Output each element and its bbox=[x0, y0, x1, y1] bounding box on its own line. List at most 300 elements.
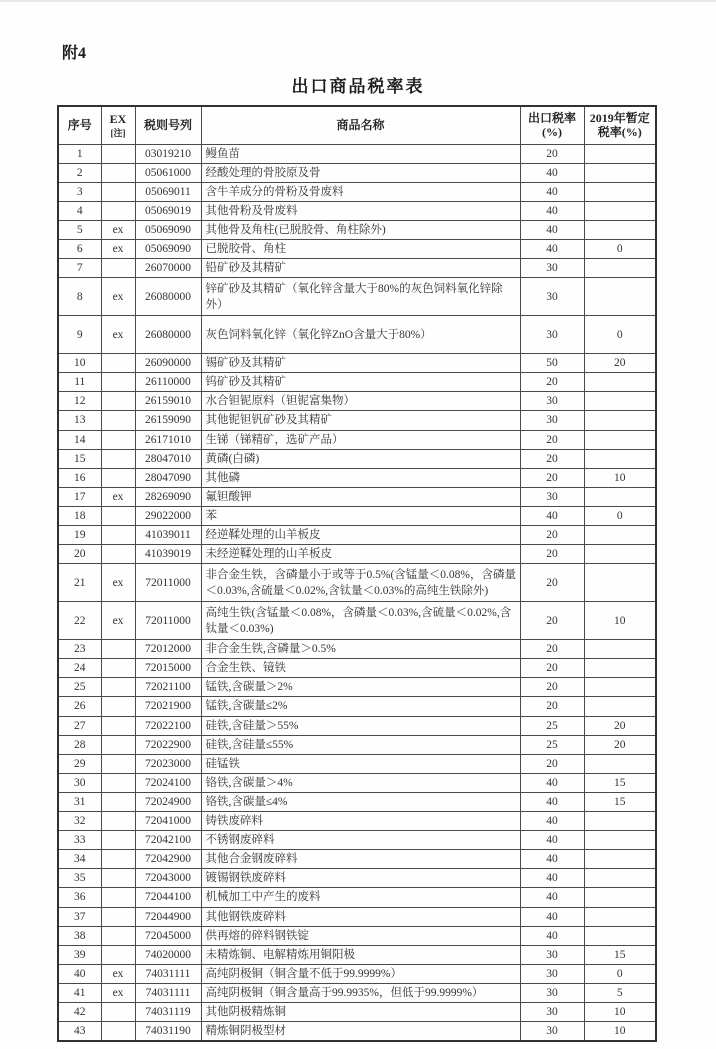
table-row bbox=[58, 259, 656, 278]
table-row bbox=[58, 697, 656, 716]
table-row bbox=[58, 659, 656, 678]
row-tariff-code: 26171010 bbox=[135, 430, 201, 449]
row-export-rate: 30 bbox=[520, 411, 584, 430]
row-ex-mark bbox=[101, 430, 135, 449]
row-ex-mark bbox=[101, 812, 135, 831]
row-export-rate: 20 bbox=[520, 468, 584, 487]
row-serial: 3 bbox=[58, 182, 101, 201]
row-export-rate: 20 bbox=[520, 545, 584, 564]
row-provisional-rate: 20 bbox=[584, 354, 656, 373]
row-ex-mark bbox=[101, 144, 135, 163]
row-serial: 6 bbox=[58, 239, 101, 258]
row-export-rate: 20 bbox=[520, 602, 584, 640]
row-ex-mark bbox=[101, 182, 135, 201]
row-product-name: 其他阴极精炼铜 bbox=[201, 1002, 520, 1021]
row-provisional-rate bbox=[584, 564, 656, 602]
row-product-name: 钨矿砂及其精矿 bbox=[201, 373, 520, 392]
row-tariff-code: 05069019 bbox=[135, 201, 201, 220]
row-export-rate: 20 bbox=[520, 430, 584, 449]
row-tariff-code: 72045000 bbox=[135, 926, 201, 945]
row-serial: 40 bbox=[58, 964, 101, 983]
row-provisional-rate: 10 bbox=[584, 1022, 656, 1042]
row-export-rate: 20 bbox=[520, 526, 584, 545]
row-serial: 35 bbox=[58, 869, 101, 888]
row-serial: 36 bbox=[58, 888, 101, 907]
row-product-name: 不锈钢废碎料 bbox=[201, 831, 520, 850]
row-provisional-rate bbox=[584, 392, 656, 411]
table-row bbox=[58, 144, 656, 163]
table-row bbox=[58, 1002, 656, 1021]
row-product-name: 水合钽铌原料（钽铌富集物） bbox=[201, 392, 520, 411]
row-tariff-code: 74031190 bbox=[135, 1022, 201, 1042]
row-export-rate: 40 bbox=[520, 869, 584, 888]
row-ex-mark: ex bbox=[101, 487, 135, 506]
row-product-name: 锰铁,含碳量≤2% bbox=[201, 697, 520, 716]
row-tariff-code: 72044100 bbox=[135, 888, 201, 907]
row-serial: 27 bbox=[58, 716, 101, 735]
row-product-name: 机械加工中产生的废料 bbox=[201, 888, 520, 907]
row-export-rate: 40 bbox=[520, 888, 584, 907]
row-product-name: 苯 bbox=[201, 506, 520, 525]
export-tax-rate-table bbox=[57, 105, 657, 1042]
row-serial: 39 bbox=[58, 945, 101, 964]
table-row bbox=[58, 735, 656, 754]
row-tariff-code: 26159090 bbox=[135, 411, 201, 430]
row-serial: 14 bbox=[58, 430, 101, 449]
row-ex-mark bbox=[101, 773, 135, 792]
row-tariff-code: 72023000 bbox=[135, 754, 201, 773]
row-ex-mark: ex bbox=[101, 316, 135, 354]
row-tariff-code: 26070000 bbox=[135, 259, 201, 278]
header-row bbox=[58, 106, 656, 144]
row-serial: 43 bbox=[58, 1022, 101, 1042]
table-row bbox=[58, 373, 656, 392]
row-provisional-rate bbox=[584, 201, 656, 220]
row-ex-mark bbox=[101, 545, 135, 564]
row-product-name: 含牛羊成分的骨粉及骨废料 bbox=[201, 182, 520, 201]
table-row bbox=[58, 888, 656, 907]
row-export-rate: 30 bbox=[520, 983, 584, 1002]
table-row bbox=[58, 926, 656, 945]
row-product-name: 供再熔的碎料钢铁锭 bbox=[201, 926, 520, 945]
table-row bbox=[58, 163, 656, 182]
column-header-serial bbox=[58, 106, 101, 144]
row-tariff-code: 05069090 bbox=[135, 239, 201, 258]
row-product-name: 鳗鱼苗 bbox=[201, 144, 520, 163]
table-row bbox=[58, 564, 656, 602]
row-ex-mark bbox=[101, 678, 135, 697]
row-tariff-code: 74020000 bbox=[135, 945, 201, 964]
row-product-name: 其他骨粉及骨废料 bbox=[201, 201, 520, 220]
row-tariff-code: 72021900 bbox=[135, 697, 201, 716]
row-ex-mark bbox=[101, 449, 135, 468]
row-tariff-code: 72012000 bbox=[135, 640, 201, 659]
row-provisional-rate bbox=[584, 220, 656, 239]
row-tariff-code: 26159010 bbox=[135, 392, 201, 411]
row-provisional-rate bbox=[584, 182, 656, 201]
row-product-name: 高纯生铁(含锰量＜0.08%，含磷量＜0.03%,含硫量＜0.02%,含钛量＜0.03%) bbox=[201, 602, 520, 640]
column-header-tariff-code-label: 税则号列 bbox=[143, 118, 192, 133]
row-serial: 38 bbox=[58, 926, 101, 945]
row-ex-mark bbox=[101, 468, 135, 487]
row-provisional-rate: 0 bbox=[584, 316, 656, 354]
row-product-name: 镀锡钢铁废碎料 bbox=[201, 869, 520, 888]
column-header-provisional-rate-unit: 税率(%) bbox=[597, 125, 642, 140]
row-serial: 24 bbox=[58, 659, 101, 678]
row-tariff-code: 26080000 bbox=[135, 316, 201, 354]
table-row bbox=[58, 983, 656, 1002]
row-tariff-code: 05069090 bbox=[135, 220, 201, 239]
row-provisional-rate bbox=[584, 869, 656, 888]
table-row bbox=[58, 392, 656, 411]
row-tariff-code: 72024100 bbox=[135, 773, 201, 792]
table-row bbox=[58, 869, 656, 888]
row-export-rate: 20 bbox=[520, 754, 584, 773]
row-ex-mark bbox=[101, 411, 135, 430]
row-provisional-rate bbox=[584, 487, 656, 506]
row-product-name: 铬铁,含碳量＞4% bbox=[201, 773, 520, 792]
row-provisional-rate bbox=[584, 907, 656, 926]
row-ex-mark bbox=[101, 163, 135, 182]
row-export-rate: 30 bbox=[520, 316, 584, 354]
row-tariff-code: 72022900 bbox=[135, 735, 201, 754]
row-serial: 2 bbox=[58, 163, 101, 182]
row-provisional-rate bbox=[584, 278, 656, 316]
row-tariff-code: 72021100 bbox=[135, 678, 201, 697]
row-tariff-code: 05061000 bbox=[135, 163, 201, 182]
row-product-name: 非合金生铁,含磷量＞0.5% bbox=[201, 640, 520, 659]
row-product-name: 铅矿砂及其精矿 bbox=[201, 259, 520, 278]
table-row bbox=[58, 354, 656, 373]
row-tariff-code: 26080000 bbox=[135, 278, 201, 316]
table-row bbox=[58, 182, 656, 201]
row-serial: 16 bbox=[58, 468, 101, 487]
row-export-rate: 25 bbox=[520, 735, 584, 754]
row-tariff-code: 74031111 bbox=[135, 964, 201, 983]
row-ex-mark bbox=[101, 735, 135, 754]
row-ex-mark bbox=[101, 926, 135, 945]
row-provisional-rate: 0 bbox=[584, 239, 656, 258]
row-product-name: 铬铁,含碳量≤4% bbox=[201, 792, 520, 811]
row-ex-mark: ex bbox=[101, 602, 135, 640]
row-export-rate: 40 bbox=[520, 220, 584, 239]
row-provisional-rate: 20 bbox=[584, 716, 656, 735]
column-header-serial-label: 序号 bbox=[67, 118, 92, 133]
row-ex-mark bbox=[101, 354, 135, 373]
table-row bbox=[58, 964, 656, 983]
row-tariff-code: 26090000 bbox=[135, 354, 201, 373]
row-product-name: 其他骨及角柱(已脱胶骨、角柱除外) bbox=[201, 220, 520, 239]
row-provisional-rate bbox=[584, 659, 656, 678]
table-row bbox=[58, 201, 656, 220]
row-ex-mark bbox=[101, 373, 135, 392]
row-provisional-rate bbox=[584, 144, 656, 163]
column-header-provisional-rate-label: 2019年暂定 bbox=[589, 110, 650, 125]
row-ex-mark bbox=[101, 640, 135, 659]
table-row bbox=[58, 831, 656, 850]
row-ex-mark bbox=[101, 506, 135, 525]
row-tariff-code: 28269090 bbox=[135, 487, 201, 506]
row-ex-mark: ex bbox=[101, 964, 135, 983]
table-row bbox=[58, 773, 656, 792]
row-ex-mark bbox=[101, 697, 135, 716]
row-export-rate: 30 bbox=[520, 392, 584, 411]
row-tariff-code: 05069011 bbox=[135, 182, 201, 201]
row-provisional-rate bbox=[584, 373, 656, 392]
row-product-name: 硅铁,含硅量＞55% bbox=[201, 716, 520, 735]
column-header-ex bbox=[101, 106, 135, 144]
row-export-rate: 40 bbox=[520, 201, 584, 220]
row-product-name: 锰铁,含碳量＞2% bbox=[201, 678, 520, 697]
row-provisional-rate: 15 bbox=[584, 773, 656, 792]
table-row bbox=[58, 468, 656, 487]
row-ex-mark bbox=[101, 201, 135, 220]
row-serial: 25 bbox=[58, 678, 101, 697]
row-provisional-rate bbox=[584, 678, 656, 697]
row-serial: 21 bbox=[58, 564, 101, 602]
row-serial: 1 bbox=[58, 144, 101, 163]
row-serial: 32 bbox=[58, 812, 101, 831]
row-serial: 10 bbox=[58, 354, 101, 373]
row-product-name: 未精炼铜、电解精炼用铜阳极 bbox=[201, 945, 520, 964]
row-ex-mark: ex bbox=[101, 983, 135, 1002]
row-ex-mark: ex bbox=[101, 564, 135, 602]
row-tariff-code: 72044900 bbox=[135, 907, 201, 926]
row-ex-mark: ex bbox=[101, 278, 135, 316]
row-export-rate: 40 bbox=[520, 926, 584, 945]
page-title: 出口商品税率表 bbox=[291, 77, 425, 96]
column-header-provisional-rate bbox=[584, 106, 656, 144]
row-product-name: 未经逆鞣处理的山羊板皮 bbox=[201, 545, 520, 564]
row-product-name: 硅锰铁 bbox=[201, 754, 520, 773]
row-ex-mark bbox=[101, 792, 135, 811]
row-ex-mark bbox=[101, 716, 135, 735]
row-product-name: 生锑（锑精矿，选矿产品） bbox=[201, 430, 520, 449]
row-product-name: 经逆鞣处理的山羊板皮 bbox=[201, 526, 520, 545]
row-export-rate: 40 bbox=[520, 182, 584, 201]
row-serial: 12 bbox=[58, 392, 101, 411]
row-serial: 31 bbox=[58, 792, 101, 811]
row-product-name: 硅铁,含硅量≤55% bbox=[201, 735, 520, 754]
row-product-name: 其他铌钽钒矿砂及其精矿 bbox=[201, 411, 520, 430]
row-product-name: 锡矿砂及其精矿 bbox=[201, 354, 520, 373]
row-ex-mark bbox=[101, 888, 135, 907]
row-provisional-rate: 10 bbox=[584, 468, 656, 487]
row-serial: 42 bbox=[58, 1002, 101, 1021]
appendix-label: 附4 bbox=[62, 45, 87, 62]
row-tariff-code: 72042900 bbox=[135, 850, 201, 869]
table-row bbox=[58, 278, 656, 316]
row-provisional-rate: 20 bbox=[584, 735, 656, 754]
table-row bbox=[58, 850, 656, 869]
table-row bbox=[58, 506, 656, 525]
table-body bbox=[58, 144, 656, 1041]
row-tariff-code: 29022000 bbox=[135, 506, 201, 525]
row-product-name: 精炼铜阴极型材 bbox=[201, 1022, 520, 1042]
row-tariff-code: 72022100 bbox=[135, 716, 201, 735]
table-row bbox=[58, 316, 656, 354]
row-export-rate: 20 bbox=[520, 697, 584, 716]
row-export-rate: 25 bbox=[520, 716, 584, 735]
row-serial: 9 bbox=[58, 316, 101, 354]
row-ex-mark bbox=[101, 1002, 135, 1021]
row-serial: 30 bbox=[58, 773, 101, 792]
row-provisional-rate bbox=[584, 697, 656, 716]
table-row bbox=[58, 430, 656, 449]
row-provisional-rate: 10 bbox=[584, 602, 656, 640]
row-export-rate: 40 bbox=[520, 163, 584, 182]
row-export-rate: 30 bbox=[520, 278, 584, 316]
row-serial: 41 bbox=[58, 983, 101, 1002]
row-export-rate: 20 bbox=[520, 144, 584, 163]
row-provisional-rate bbox=[584, 850, 656, 869]
row-serial: 13 bbox=[58, 411, 101, 430]
table-row bbox=[58, 526, 656, 545]
row-tariff-code: 28047090 bbox=[135, 468, 201, 487]
table-row bbox=[58, 220, 656, 239]
row-provisional-rate bbox=[584, 545, 656, 564]
row-product-name: 非合金生铁，含磷量小于或等于0.5%(含锰量＜0.08%，含磷量＜0.03%,含硫量＜0.02%,含钛量＜0.03%的高纯生铁除外) bbox=[201, 564, 520, 602]
row-product-name: 其他合金钢废碎料 bbox=[201, 850, 520, 869]
row-ex-mark bbox=[101, 259, 135, 278]
row-export-rate: 20 bbox=[520, 564, 584, 602]
row-ex-mark bbox=[101, 526, 135, 545]
row-serial: 22 bbox=[58, 602, 101, 640]
row-export-rate: 30 bbox=[520, 1002, 584, 1021]
row-export-rate: 20 bbox=[520, 373, 584, 392]
row-serial: 5 bbox=[58, 220, 101, 239]
column-header-export-rate bbox=[520, 106, 584, 144]
row-provisional-rate: 5 bbox=[584, 983, 656, 1002]
row-serial: 26 bbox=[58, 697, 101, 716]
row-ex-mark: ex bbox=[101, 239, 135, 258]
row-product-name: 高纯阴极铜（铜含量不低于99.9999%） bbox=[201, 964, 520, 983]
row-export-rate: 30 bbox=[520, 945, 584, 964]
row-export-rate: 20 bbox=[520, 659, 584, 678]
row-ex-mark bbox=[101, 831, 135, 850]
row-provisional-rate bbox=[584, 411, 656, 430]
row-export-rate: 40 bbox=[520, 831, 584, 850]
row-serial: 33 bbox=[58, 831, 101, 850]
row-tariff-code: 72011000 bbox=[135, 564, 201, 602]
table-row bbox=[58, 716, 656, 735]
row-provisional-rate: 15 bbox=[584, 792, 656, 811]
table-row bbox=[58, 945, 656, 964]
row-tariff-code: 26110000 bbox=[135, 373, 201, 392]
row-tariff-code: 28047010 bbox=[135, 449, 201, 468]
row-product-name: 其他钢铁废碎料 bbox=[201, 907, 520, 926]
table-row bbox=[58, 754, 656, 773]
row-tariff-code: 72015000 bbox=[135, 659, 201, 678]
row-export-rate: 20 bbox=[520, 449, 584, 468]
row-product-name: 已脱胶骨、角柱 bbox=[201, 239, 520, 258]
table-header bbox=[58, 106, 656, 144]
row-tariff-code: 72043000 bbox=[135, 869, 201, 888]
row-provisional-rate bbox=[584, 163, 656, 182]
row-product-name: 灰色饲料氧化锌（氧化锌ZnO含量大于80%） bbox=[201, 316, 520, 354]
row-ex-mark bbox=[101, 869, 135, 888]
row-serial: 7 bbox=[58, 259, 101, 278]
table-row bbox=[58, 602, 656, 640]
row-serial: 34 bbox=[58, 850, 101, 869]
row-product-name: 氟钽酸钾 bbox=[201, 487, 520, 506]
table-row bbox=[58, 449, 656, 468]
row-serial: 29 bbox=[58, 754, 101, 773]
row-export-rate: 50 bbox=[520, 354, 584, 373]
row-export-rate: 40 bbox=[520, 506, 584, 525]
table-row bbox=[58, 487, 656, 506]
column-header-export-rate-label: 出口税率 bbox=[527, 110, 576, 125]
table-row bbox=[58, 239, 656, 258]
row-provisional-rate: 15 bbox=[584, 945, 656, 964]
column-header-product-name-label: 商品名称 bbox=[336, 118, 385, 133]
row-serial: 15 bbox=[58, 449, 101, 468]
row-serial: 28 bbox=[58, 735, 101, 754]
row-provisional-rate: 0 bbox=[584, 506, 656, 525]
row-export-rate: 40 bbox=[520, 812, 584, 831]
row-serial: 11 bbox=[58, 373, 101, 392]
row-provisional-rate bbox=[584, 430, 656, 449]
row-provisional-rate bbox=[584, 888, 656, 907]
row-tariff-code: 72024900 bbox=[135, 792, 201, 811]
row-export-rate: 30 bbox=[520, 259, 584, 278]
row-serial: 20 bbox=[58, 545, 101, 564]
row-product-name: 铸铁废碎料 bbox=[201, 812, 520, 831]
row-provisional-rate: 10 bbox=[584, 1002, 656, 1021]
table-row bbox=[58, 792, 656, 811]
row-export-rate: 40 bbox=[520, 792, 584, 811]
row-provisional-rate bbox=[584, 640, 656, 659]
row-ex-mark bbox=[101, 850, 135, 869]
table-row bbox=[58, 545, 656, 564]
column-header-ex-note: [注] bbox=[110, 127, 126, 138]
row-product-name: 高纯阴极铜（铜含量高于99.9935%，但低于99.9999%） bbox=[201, 983, 520, 1002]
table-row bbox=[58, 640, 656, 659]
row-product-name: 合金生铁、镜铁 bbox=[201, 659, 520, 678]
row-export-rate: 40 bbox=[520, 773, 584, 792]
table-row bbox=[58, 411, 656, 430]
row-provisional-rate bbox=[584, 754, 656, 773]
table-row bbox=[58, 678, 656, 697]
row-serial: 8 bbox=[58, 278, 101, 316]
row-serial: 18 bbox=[58, 506, 101, 525]
row-provisional-rate bbox=[584, 259, 656, 278]
row-tariff-code: 74031111 bbox=[135, 983, 201, 1002]
row-provisional-rate bbox=[584, 926, 656, 945]
row-provisional-rate bbox=[584, 449, 656, 468]
row-tariff-code: 03019210 bbox=[135, 144, 201, 163]
row-export-rate: 30 bbox=[520, 964, 584, 983]
row-provisional-rate bbox=[584, 812, 656, 831]
row-export-rate: 30 bbox=[520, 487, 584, 506]
table-row bbox=[58, 812, 656, 831]
row-serial: 17 bbox=[58, 487, 101, 506]
row-tariff-code: 41039011 bbox=[135, 526, 201, 545]
row-provisional-rate: 0 bbox=[584, 964, 656, 983]
row-serial: 19 bbox=[58, 526, 101, 545]
row-ex-mark bbox=[101, 659, 135, 678]
row-ex-mark: ex bbox=[101, 220, 135, 239]
row-export-rate: 20 bbox=[520, 678, 584, 697]
row-export-rate: 40 bbox=[520, 850, 584, 869]
column-header-export-rate-unit: (%) bbox=[542, 125, 562, 140]
column-header-ex-label: EX bbox=[109, 112, 127, 127]
row-ex-mark bbox=[101, 392, 135, 411]
row-product-name: 锌矿砂及其精矿（氧化锌含量大于80%的灰色饲料氧化锌除外） bbox=[201, 278, 520, 316]
table-row bbox=[58, 1022, 656, 1042]
column-header-tariff-code bbox=[135, 106, 201, 144]
row-export-rate: 20 bbox=[520, 640, 584, 659]
